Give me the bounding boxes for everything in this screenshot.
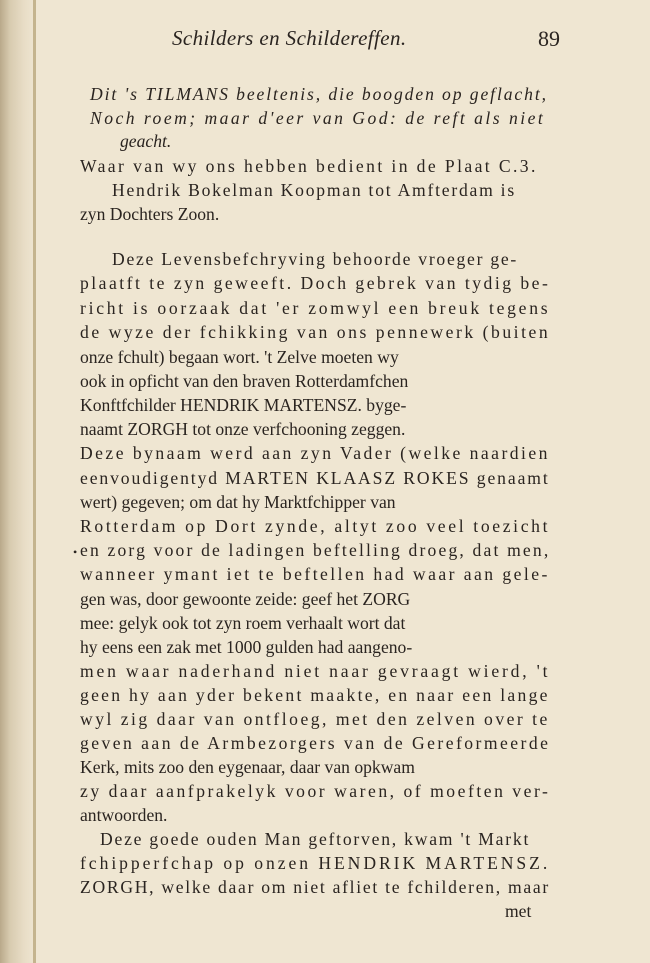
text-line: Noch roem; maar d'eer van God: de reft als niet: [90, 108, 546, 128]
text-line: geacht.: [120, 131, 172, 151]
text-line: fchipperfchap op onzen HENDRIK MARTENSZ.: [80, 853, 551, 873]
text-line: Hendrik Bokelman Koopman tot Amfterdam is: [112, 180, 516, 200]
text-line: met: [505, 901, 532, 921]
text-line: naamt ZORGH tot onze verfchooning zeggen.: [80, 419, 406, 439]
spine-edge: [33, 0, 36, 963]
text-line: gen was, door gewoonte zeide: geef het ZORG: [80, 589, 411, 609]
text-line: mee: gelyk ook tot zyn roem verhaalt wort dat: [80, 613, 406, 633]
text-line: de wyze der fchikking van ons pennewerk (buiten: [80, 322, 551, 342]
text-line: Kerk, mits zoo den eygenaar, daar van opkwam: [80, 757, 415, 777]
text-line: wanneer ymant iet te beftellen had waar aan gele-: [80, 564, 550, 584]
text-line: Dit 's TILMANS beeltenis, die boogden op geflacht,: [90, 84, 548, 104]
text-line: en zorg voor de ladingen beftelling droeg, dat men,: [80, 540, 551, 560]
text-line: geven aan de Armbezorgers van de Gereformeerde: [80, 733, 551, 753]
text-line: richt is oorzaak dat 'er zomwyl een breuk tegens: [80, 298, 551, 318]
text-line: ZORGH, welke daar om niet afliet te fchilderen, maar: [80, 877, 550, 897]
text-line: wyl zig daar van ontfloeg, met den zelven over te: [80, 709, 550, 729]
text-line: Deze Levensbefchryving behoorde vroeger ge-: [112, 249, 519, 269]
page-number: 89: [538, 26, 560, 51]
text-line: eenvoudigentyd MARTEN KLAASZ ROKES genaamt: [80, 468, 550, 488]
text-line: plaatft te zyn geweeft. Doch gebrek van tydig be-: [80, 273, 551, 293]
text-line: zy daar aanfprakelyk voor waren, of moeften ver-: [80, 781, 551, 801]
text-line: men waar naderhand niet naar gevraagt wierd, 't: [80, 661, 551, 681]
text-line: Waar van wy ons hebben bedient in de Plaat C.3.: [80, 156, 538, 176]
text-line: hy eens een zak met 1000 gulden had aangeno-: [80, 637, 413, 657]
margin-mark: •: [73, 545, 78, 559]
text-line: Deze bynaam werd aan zyn Vader (welke naardien: [80, 443, 550, 463]
text-line: antwoorden.: [80, 805, 168, 825]
text-line: Rotterdam op Dort zynde, altyt zoo veel toezicht: [80, 516, 551, 536]
text-line: ook in opficht van den braven Rotterdamfchen: [80, 371, 409, 391]
body-text: [80, 84, 550, 924]
page-header: [150, 26, 560, 54]
text-line: onze fchult) begaan wort. 't Zelve moeten wy: [80, 347, 399, 367]
page-gutter: [0, 0, 36, 963]
running-title: Schilders en Schildereffen.: [172, 26, 407, 50]
text-line: geen hy aan yder bekent maakte, en naar een lange: [80, 685, 550, 705]
text-line: wert) gegeven; om dat hy Marktfchipper van: [80, 492, 396, 512]
text-line: zyn Dochters Zoon.: [80, 204, 220, 224]
text-line: Konftfchilder HENDRIK MARTENSZ. byge-: [80, 395, 407, 415]
text-line: Deze goede ouden Man geftorven, kwam 't Markt: [100, 829, 531, 849]
